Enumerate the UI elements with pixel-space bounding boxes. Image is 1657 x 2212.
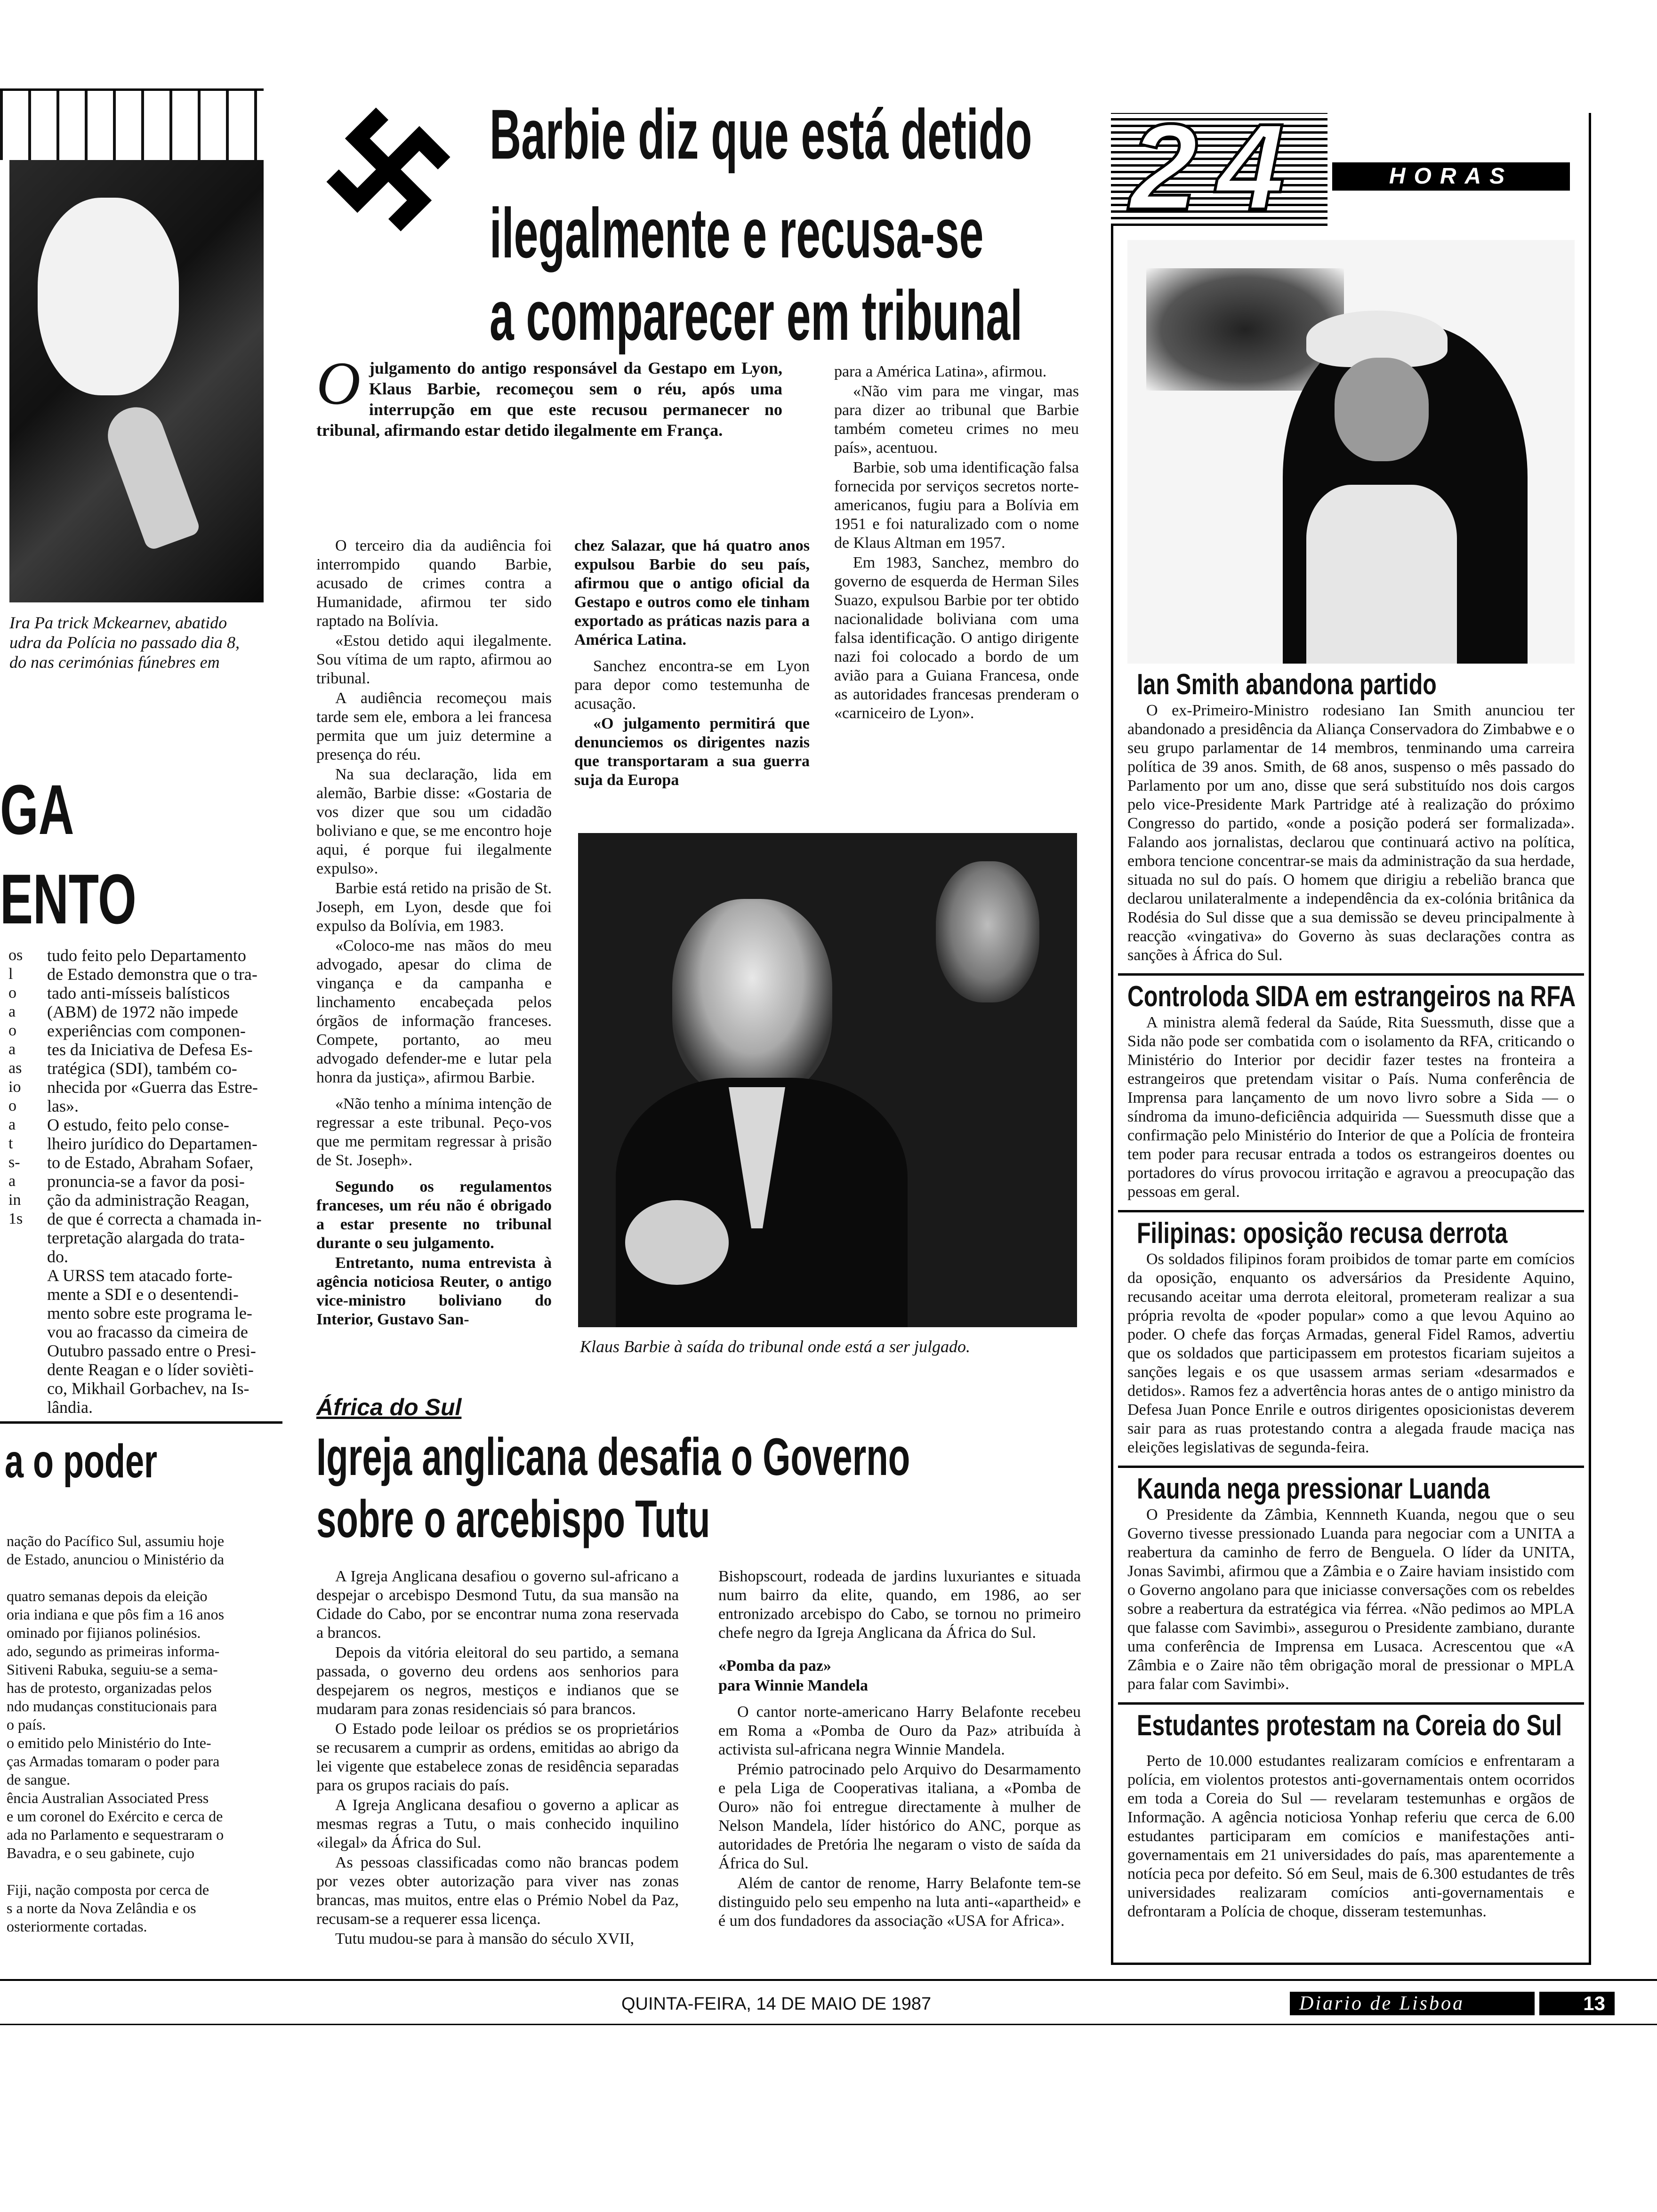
news-item bbox=[1127, 1709, 1575, 1921]
margin-letter: a bbox=[8, 1041, 16, 1058]
margin-letter: a bbox=[8, 1172, 16, 1190]
margin-letter: o bbox=[8, 1022, 16, 1039]
article-line: nhecida por «Guerra das Estre- bbox=[47, 1078, 258, 1097]
article-line: tado anti-mísseis balísticos bbox=[47, 984, 230, 1002]
news-item-text: O ex-Primeiro-Ministro rodesiano Ian Smith anunciou ter abandonado a presidência da Aliança Conservadora do Zimbabwe e o seu grupo parlamentar de 14 membros, tenminando uma carreira política de 39 anos. Smith, de 68 anos, suspenso o mês passado do Parlamento por um ano, disse que será substituído nos dois cargos pelo vice-Presidente Mark Partridge até à realização do próximo Congresso do partido, «onde a posição poderá ser formalizada». Falando aos jornalistas, declarou que continuará activo na política, embora tencione concentrar-se mais da administração da sua herdade, situada no sul do país. O homem que dirigiu a rebelião branca que declarou unilateralmente a independência da ex-colónia britânica da Rodésia do Sul disse que a sua demissão se deveu principalmente à reacção «vingativa» do Governo às suas declarações contra as sanções à África do Sul. bbox=[1127, 702, 1575, 964]
paragraph: Depois da vitória eleitoral do seu partido, a semana passada, o governo deu ordens aos senhorios para despejarem os negros, mestiços e indianos que se mudaram para zonas residenciais só para brancos. bbox=[316, 1644, 679, 1718]
footer-rule bbox=[0, 1979, 1657, 1981]
margin-letter: os bbox=[8, 946, 23, 964]
article-line: Sitiveni Rabuka, seguiu-se a sema- bbox=[7, 1661, 218, 1678]
item-divider bbox=[1118, 1466, 1584, 1468]
caption-line: udra da Polícia no passado dia 8, bbox=[9, 633, 240, 652]
left-bottom-article bbox=[7, 1532, 224, 1936]
news-item-title: Kaunda nega pressionar Luanda bbox=[1137, 1473, 1490, 1505]
headline-line: Barbie diz que está detido bbox=[490, 95, 1032, 174]
paragraph: «Coloco-me nas mãos do meu advogado, apesar do clima de vingança e da campanha e linchamento encabeçada pelos órgãos de informação franceses. Compete, portanto, ao meu advogado defender-me e lutar pela honra da justiça», afirmou Barbie. bbox=[316, 937, 552, 1086]
left-headline-fragment-1: GA bbox=[0, 770, 74, 849]
horas-label: HORAS bbox=[1332, 162, 1570, 191]
article-line: tes da Iniciativa de Defesa Es- bbox=[47, 1040, 253, 1059]
paragraph: O Estado pode leiloar os prédios se os proprietários se recusarem a cumprir as ordens, emitidas ao abrigo da lei vigente que estabelece zonas de residência separadas para os grupos raciais do país. bbox=[316, 1720, 679, 1794]
article-line: oria indiana e que pôs fim a 16 anos bbox=[7, 1606, 225, 1623]
paragraph: A Igreja Anglicana desafiou o governo sul-africano a despejar o arcebispo Desmond Tutu, da sua mansão na Cidade do Cabo, por se encontrar numa zona reservada a brancos. bbox=[316, 1568, 679, 1642]
article-line: mente a SDI e o desentendi- bbox=[47, 1285, 239, 1304]
news-item-text: Os soldados filipinos foram proibidos de tomar parte em comícios da oposição, enquanto os adversários da Presidente Aquino, recusando aceitar uma derrota eleitoral, prometeram realizar a sua própria revolta de «poder popular» como a que levou Aquino ao poder. O chefe das forças Armadas, general Fidel Ramos, advertiu que os soldados que participassem em protestos ficariam sujeitos a sanções legais e os que usassem armas seriam «desarmados e detidos». Ramos fez a advertência horas antes de o antigo ministro da Defesa Juan Ponce Enrile e outros dirigentes oposicionistas deverem sair para as ruas protestando contra a alegada fraude maciça nas eleições legislativas de segunda-feira. bbox=[1127, 1250, 1575, 1456]
masthead-text: Diario de Lisboa bbox=[1299, 1993, 1465, 2014]
article-line: e um coronel do Exército e cerca de bbox=[7, 1808, 223, 1825]
decorative-stripes bbox=[0, 89, 264, 160]
article-line: s a norte da Nova Zelândia e os bbox=[7, 1899, 196, 1916]
footer-rule-bottom bbox=[0, 2024, 1657, 2025]
article-line: o país. bbox=[7, 1716, 46, 1733]
africa-column-1 bbox=[316, 1567, 679, 1949]
article-line: ndo mudanças constitucionais para bbox=[7, 1698, 217, 1715]
article-line: nação do Pacífico Sul, assumiu hoje bbox=[7, 1532, 225, 1549]
news-item-title: Estudantes protestam na Coreia do Sul bbox=[1137, 1709, 1562, 1742]
article-line: pronuncia-se a favor da posi- bbox=[47, 1172, 245, 1191]
article-line: Bavadra, e o seu gabinete, cujo bbox=[7, 1844, 194, 1861]
barbie-photo-caption: Klaus Barbie à saída do tribunal onde está a ser julgado. bbox=[580, 1337, 971, 1356]
article-line: de Estado, anunciou o Ministério da bbox=[7, 1551, 225, 1568]
left-photo bbox=[9, 160, 264, 602]
paragraph: Tutu mudou-se para à mansão do século XVII, bbox=[335, 1930, 635, 1948]
margin-letter: io bbox=[8, 1078, 21, 1096]
paragraph: Em 1983, Sanchez, membro do governo de esquerda de Herman Siles Suazo, expulsou Barbie por ter obtido nacionalidade boliviana com uma falsa identificação. O antigo dirigente nazi foi colocado a bordo de um avião para a Guiana Francesa, onde as autoridades francesas prenderam o «carniceiro de Lyon». bbox=[834, 554, 1079, 722]
paragraph: Prémio patrocinado pelo Arquivo do Desarmamento e pela Liga de Cooperativas italiana, a «Pomba de Ouro» não foi entregue directamente à mulher de Nelson Mandela, líder histórico do ANC, porque as autoridades de Pretória lhe negaram o visto de saída da África do Sul. bbox=[718, 1761, 1081, 1872]
article-line: co, Mikhail Gorbachev, na Is- bbox=[47, 1379, 249, 1398]
headline-line: Igreja anglicana desafia o Governo bbox=[316, 1427, 910, 1486]
article-line: o emitido pelo Ministério do Inte- bbox=[7, 1734, 211, 1751]
photo-face bbox=[1335, 358, 1429, 461]
hand-shape bbox=[100, 400, 201, 552]
paragraph: para a América Latina», afirmou. bbox=[834, 363, 1047, 380]
left-section-rule bbox=[0, 1421, 282, 1424]
photo-figure-left bbox=[672, 899, 832, 1097]
news-item bbox=[1127, 1473, 1575, 1694]
paragraph: As pessoas classificadas como não brancas podem por vezes obter autorização para viver nas zonas brancas, mas muitos, entre elas o Prémio Nobel da Paz, recusam-se a requerer essa licença. bbox=[316, 1854, 679, 1928]
article-line: ção da administração Reagan, bbox=[47, 1191, 249, 1210]
paragraph: Sanchez encontra-se em Lyon para depor como testemunha de acusação. bbox=[574, 657, 810, 713]
article-line: tudo feito pelo Departamento bbox=[47, 946, 246, 965]
article-line: to de Estado, Abraham Sofaer, bbox=[47, 1153, 254, 1172]
paragraph: «Não vim para me vingar, mas para dizer ao tribunal que Barbie também cometeu crimes no meu país», acentuou. bbox=[834, 383, 1079, 457]
article-line: de Estado demonstra que o tra- bbox=[47, 965, 257, 984]
margin-letter: t bbox=[8, 1135, 13, 1152]
left-article bbox=[47, 946, 262, 1417]
article-line: quatro semanas depois da eleição bbox=[7, 1587, 208, 1604]
page-number bbox=[1539, 1992, 1615, 2015]
paragraph: Bishopscourt, rodeada de jardins luxuriantes e situada num bairro da elite, quando, em 1986, ao ser entronizado arcebispo do Cabo, se tornou no primeiro chefe negro da Igreja Anglicana da África do Sul. bbox=[718, 1568, 1081, 1642]
article-line: las». bbox=[47, 1097, 79, 1115]
paragraph: A audiência recomeçou mais tarde sem ele, embora a lei francesa permita que um juiz determine a presença do réu. bbox=[316, 689, 552, 763]
news-item-title: Ian Smith abandona partido bbox=[1137, 668, 1437, 701]
caption-line: Ira Pa trick Mckearnev, abatido bbox=[9, 613, 227, 632]
margin-letter: a bbox=[8, 1116, 16, 1133]
footer-masthead bbox=[1290, 1992, 1535, 2015]
article-line: de sangue. bbox=[7, 1771, 71, 1788]
paragraph: Barbie está retido na prisão de St. Joseph, em Lyon, desde que foi expulso da Bolívia, em 1983. bbox=[316, 880, 552, 935]
article-line: terpretação alargada do trata- bbox=[47, 1228, 245, 1247]
barbie-column-2 bbox=[574, 537, 810, 791]
barbie-photo bbox=[578, 833, 1077, 1327]
paragraph: Além de cantor de renome, Harry Belafonte tem-se distinguido pelo seu empenho na luta anti-«apartheid» e é um dos fundadores da associação «USA for Africa». bbox=[718, 1875, 1081, 1930]
subheading: «Pomba da paz» bbox=[718, 1657, 831, 1675]
article-line: A URSS tem atacado forte- bbox=[47, 1266, 233, 1285]
article-line: experiências com componen- bbox=[47, 1021, 246, 1040]
article-line: dente Reagan e o líder sovièti- bbox=[47, 1360, 254, 1379]
item-divider bbox=[1118, 1702, 1584, 1705]
article-line: mento sobre este programa le- bbox=[47, 1304, 252, 1322]
paragraph: «Estou detido aqui ilegalmente. Sou vítima de um rapto, afirmou ao tribunal. bbox=[316, 632, 552, 687]
article-line: ência Australian Associated Press bbox=[7, 1789, 209, 1806]
article-line: lheiro jurídico do Departamen- bbox=[47, 1134, 257, 1153]
face-shape bbox=[38, 198, 179, 395]
swastika-icon bbox=[315, 96, 461, 242]
item-divider bbox=[1118, 1210, 1584, 1212]
article-line: do. bbox=[47, 1247, 68, 1266]
left-strip-rule bbox=[0, 88, 264, 91]
article-line: vou ao fracasso da cimeira de bbox=[47, 1322, 248, 1341]
news-item bbox=[1127, 980, 1575, 1202]
paragraph: A Igreja Anglicana desafiou o governo a aplicar as mesmas regras a Tutu, o mais conhecido inquilino «ilegal» da África do Sul. bbox=[316, 1796, 679, 1851]
caption-line: do nas cerimónias fúnebres em bbox=[9, 653, 220, 672]
paragraph: chez Salazar, que há quatro anos expulsou Barbie do seu país, afirmou que o antigo oficial da Gestapo e outros como ele tinham exportado as práticas nazis para a América Latina. bbox=[574, 537, 810, 649]
left-photo-caption bbox=[9, 613, 273, 672]
left-headline-fragment-2: ENTO bbox=[0, 859, 137, 938]
barbie-headline bbox=[490, 85, 1032, 282]
barbie-headline-line-3: a comparecer em tribunal bbox=[490, 276, 1022, 355]
margin-letter: in bbox=[8, 1191, 21, 1209]
horas-box bbox=[1111, 99, 1591, 1965]
africa-kicker: África do Sul bbox=[316, 1394, 462, 1420]
news-item-text: O Presidente da Zâmbia, Kennneth Kuanda, negou que o seu Governo tivesse pressionado Luanda para negociar com a UNITA a reabertura da caminho de ferro de Benguela. O líder da UNITA, Jonas Savimbi, afirmou que a Zâmbia e o Zaire haviam insistido com o Governo angolano para que iniciasse conversações com os rebeldes sobre a reabertura da estratégica via férrea. «Não pedimos ao MPLA que falasse com Savimbi», assegurou o Presidente zambiano, durante uma conferência de Imprensa em Lusaca. Acrescentou que «A Zâmbia e o Zaire não têm obrigação moral de pressionar o MPLA para falar com Savimbi». bbox=[1127, 1506, 1575, 1693]
article-line: O estudo, feito pelo conse- bbox=[47, 1115, 229, 1134]
margin-letter: s- bbox=[8, 1154, 20, 1171]
article-line: has de protesto, organizadas pelos bbox=[7, 1679, 212, 1696]
paragraph: «Não tenho a mínima intenção de regressar a este tribunal. Peço-vos que me permitam regressar à prisão de St. Joseph». bbox=[316, 1095, 552, 1169]
paragraph: Na sua declaração, lida em alemão, Barbie disse: «Gostaria de vos dizer que sou um cidadão boliviano e que, se me encontro hoje aqui, é porque fui ilegalmente expulso». bbox=[316, 766, 552, 877]
margin-letter: as bbox=[8, 1059, 22, 1077]
barbie-column-3 bbox=[834, 362, 1079, 724]
horas-digits: 24 bbox=[1130, 99, 1304, 235]
article-line: ada no Parlamento e sequestraram o bbox=[7, 1826, 224, 1843]
news-item-title: Filipinas: oposição recusa derrota bbox=[1137, 1217, 1508, 1250]
headline-line: ilegalmente e recusa-se bbox=[490, 193, 984, 272]
margin-letter: o bbox=[8, 1097, 16, 1114]
article-line: osteriormente cortadas. bbox=[7, 1918, 147, 1935]
article-line bbox=[7, 1569, 224, 1587]
article-line: Fiji, nação composta por cerca de bbox=[7, 1881, 209, 1898]
article-line: ado, segundo as primeiras informa- bbox=[7, 1643, 220, 1659]
horas-items bbox=[1127, 668, 1575, 1921]
paragraph: Entretanto, numa entrevista à agência noticiosa Reuter, o antigo vice-ministro boliviano do Interior, Gustavo San- bbox=[316, 1254, 552, 1328]
horas-photo bbox=[1127, 240, 1575, 664]
news-item bbox=[1127, 1217, 1575, 1457]
photo-figure-right bbox=[936, 861, 1039, 1002]
photo-shirt bbox=[1306, 485, 1457, 664]
drop-cap: O bbox=[316, 350, 361, 417]
photo-hands bbox=[625, 1200, 729, 1285]
subheading: para Winnie Mandela bbox=[718, 1677, 869, 1694]
article-line: lândia. bbox=[47, 1398, 93, 1417]
paragraph: O cantor norte-americano Harry Belafonte recebeu em Roma a «Pomba de Ouro da Paz» atribuída à activista sul-africana negra Winnie Mandela. bbox=[718, 1703, 1081, 1758]
page-number-text: 13 bbox=[1583, 1992, 1605, 2014]
lead-text: julgamento do antigo responsável da Gestapo em Lyon, Klaus Barbie, recomeçou sem o réu, após uma interrupção em que este recusou permanecer no tribunal, afirmando estar detido ilegalmente em França. bbox=[316, 359, 782, 440]
article-line: (ABM) de 1972 não impede bbox=[47, 1002, 238, 1021]
news-item-title: Controloda SIDA em estrangeiros na RFA bbox=[1127, 980, 1576, 1013]
paragraph: «O julgamento permitirá que denunciemos os dirigentes nazis que transportaram a sua guerra suja da Europa bbox=[574, 715, 810, 789]
article-line: Outubro passado entre o Presi- bbox=[47, 1341, 256, 1360]
left-margin-letters bbox=[8, 946, 23, 1228]
left-headline-fragment-3: a o poder bbox=[5, 1435, 158, 1488]
africa-headline bbox=[316, 1426, 910, 1550]
article-line: ças Armadas tomaram o poder para bbox=[7, 1753, 220, 1770]
margin-letter: o bbox=[8, 984, 16, 1002]
item-divider bbox=[1118, 973, 1584, 976]
margin-letter: l bbox=[8, 965, 13, 983]
article-line: tratégica (SDI), também co- bbox=[47, 1059, 237, 1078]
paragraph: O terceiro dia da audiência foi interrompido quando Barbie, acusado de crimes contra a Humanidade, afirmou ter sido raptado na Bolívia. bbox=[316, 537, 552, 630]
paragraph: Segundo os regulamentos franceses, um réu não é obrigado a estar presente no tribunal durante o seu julgamento. bbox=[316, 1178, 552, 1252]
paragraph: Barbie, sob uma identificação falsa fornecida por serviços secretos norte-americanos, fugiu para a Bolívia em 1951 e foi naturalizado com o nome de Klaus Altman em 1957. bbox=[834, 459, 1079, 552]
article-line bbox=[7, 1862, 224, 1881]
headline-line: sobre o arcebispo Tutu bbox=[316, 1490, 710, 1548]
footer-date: QUINTA-FEIRA, 14 DE MAIO DE 1987 bbox=[621, 1994, 932, 2014]
barbie-column-1 bbox=[316, 537, 552, 1330]
article-line: ominado por fijianos polinésios. bbox=[7, 1624, 201, 1641]
news-item-text: A ministra alemã federal da Saúde, Rita Suessmuth, disse que a Sida não pode ser combatida com o isolamento da RFA, criticando o Ministério do Interior por decidir fazer testes na fronteira a estrangeiros que pretendam visitar o País. Numa conferência de Imprensa para lançamento de um novo livro sobre a Sida — o síndroma da imuno-deficiência adquirida — Suessmuth disse que a confirmação pelo Ministério do Interior de que a Polícia de fronteira tem poder para recusar entrada a todos os estrangeiros doentes ou portadores do vírus provocou irritação e agravou a preocupação das pessoas em geral. bbox=[1127, 1014, 1575, 1201]
news-item bbox=[1127, 668, 1575, 965]
horas-banner bbox=[1111, 99, 1591, 235]
margin-letter: 1s bbox=[8, 1210, 23, 1227]
article-line: de que é correcta a chamada in- bbox=[47, 1210, 262, 1228]
barbie-lead bbox=[316, 350, 782, 441]
margin-letter: a bbox=[8, 1003, 16, 1020]
africa-column-2 bbox=[718, 1567, 1081, 1931]
news-item-text: Perto de 10.000 estudantes realizaram comícios e enfrentaram a polícia, em violentos protestos anti-governamentais ontem ocorridos em toda a Coreia do Sul — revelaram testemunhas e orgãos de Informação. A agência noticiosa Yonhap referiu que cerca de 6.00 estudantes participaram em comícios e manifestações anti-governamentais em 21 universidades do país, mas aparentemente a notícia peca por defeito. Só em Seul, mais de 6.300 estudantes de três universidades realizaram comícios anti-governamentais e defrontaram a Polícia de choque, disseram testemunhas. bbox=[1127, 1752, 1575, 1920]
